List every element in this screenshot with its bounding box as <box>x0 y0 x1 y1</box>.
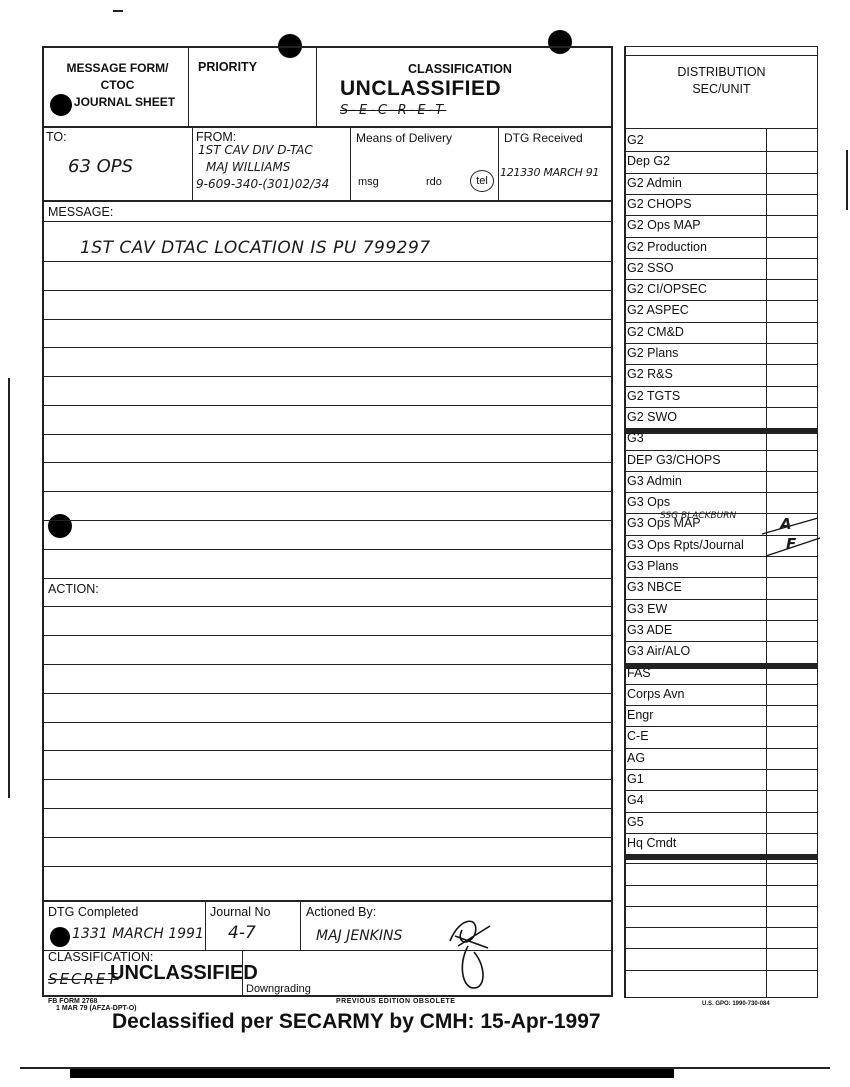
distribution-item: G3 Ops Rpts/Journal <box>627 537 744 552</box>
distribution-rule <box>624 906 818 907</box>
distribution-item: G2 TGTS <box>627 388 681 403</box>
distribution-rule <box>624 812 818 813</box>
ruled-line <box>44 290 611 291</box>
distribution-item: G2 SSO <box>627 260 674 275</box>
footer-classification-label: CLASSIFICATION: <box>48 950 154 964</box>
distribution-subtitle: SEC/UNIT <box>692 82 751 96</box>
distribution-item: G2 SWO <box>627 409 678 424</box>
distribution-item: G2 CI/OPSEC <box>627 282 707 297</box>
ruled-line <box>44 866 611 867</box>
distribution-item: G2 CM&D <box>627 324 684 339</box>
distribution-rule <box>624 258 818 259</box>
distribution-strokes <box>758 512 822 562</box>
priority-label: PRIORITY <box>198 60 258 74</box>
distribution-rule <box>624 151 818 152</box>
distribution-rule <box>624 386 818 387</box>
distribution-mark: F <box>786 535 797 553</box>
punch-hole <box>50 927 70 947</box>
distribution-rule <box>624 705 818 706</box>
distribution-rule <box>624 684 818 685</box>
form-date: 1 MAR 79 (AFZA-DPT-O) <box>56 1005 137 1012</box>
gpo-imprint: U.S. GPO: 1990-730-084 <box>702 1001 770 1007</box>
distribution-item: G2 CHOPS <box>627 196 692 211</box>
distribution-rule <box>624 641 818 642</box>
ruled-line <box>44 779 611 780</box>
ruled-line <box>44 319 611 320</box>
scan-mark <box>8 378 10 798</box>
ruled-line <box>44 664 611 665</box>
distribution-rule <box>624 322 818 323</box>
punch-hole <box>48 514 72 538</box>
distribution-item: G3 NBCE <box>627 580 682 595</box>
distribution-item: G3 Admin <box>627 473 682 488</box>
distribution-rule <box>624 237 818 238</box>
to-value: 63 OPS <box>68 156 134 177</box>
distribution-item: Engr <box>627 708 654 723</box>
form-number: FB FORM 2768 <box>48 998 98 1005</box>
distribution-rule <box>624 173 818 174</box>
distribution-rule <box>624 471 818 472</box>
distribution-rule <box>624 450 818 451</box>
distribution-item: Hq Cmdt <box>627 835 677 850</box>
distribution-rule <box>624 599 818 600</box>
distribution-item: DEP G3/CHOPS <box>627 452 721 467</box>
ruled-line <box>44 520 611 521</box>
distribution-rule <box>624 748 818 749</box>
distribution-rule <box>624 215 818 216</box>
distribution-handwritten-note: SSG BLACKBURN <box>660 511 737 521</box>
journal-no-label: Journal No <box>210 905 271 919</box>
ruled-line <box>44 837 611 838</box>
footer-classification-struck: SECRET <box>48 970 119 988</box>
distribution-item: G2 R&S <box>627 367 673 382</box>
distribution-item: G1 <box>627 772 644 786</box>
distribution-rule <box>624 279 818 280</box>
distribution-mark: A <box>780 515 792 533</box>
ruled-line <box>44 434 611 435</box>
from-label: FROM: <box>196 130 237 144</box>
ruled-line <box>44 261 611 262</box>
means-option-tel[interactable]: tel <box>476 175 488 187</box>
means-option-msg[interactable]: msg <box>358 176 379 188</box>
distribution-rule <box>624 927 818 928</box>
ruled-line <box>44 376 611 377</box>
actioned-by-value: MAJ JENKINS <box>316 928 403 944</box>
distribution-item: G3 Ops MAP <box>627 516 701 531</box>
declassified-stamp: Declassified per SECARMY by CMH: 15-Apr-1997 <box>112 1010 601 1033</box>
form-title: JOURNAL SHEET <box>73 95 176 109</box>
distribution-rule <box>624 769 818 770</box>
distribution-item: G2 Ops MAP <box>627 218 701 233</box>
form-title: MESSAGE FORM/ <box>66 61 169 75</box>
to-label: TO: <box>46 130 67 144</box>
distribution-rule <box>624 492 818 493</box>
distribution-item: G3 Air/ALO <box>627 644 691 659</box>
distribution-item: G3 EW <box>627 601 668 616</box>
distribution-item: G3 Plans <box>627 559 679 573</box>
distribution-item: G5 <box>627 814 644 829</box>
distribution-rule <box>624 833 818 834</box>
action-label: ACTION: <box>48 582 99 596</box>
ruled-line <box>44 750 611 751</box>
distribution-rule <box>624 300 818 301</box>
distribution-rule <box>624 970 818 971</box>
ruled-line <box>44 549 611 550</box>
ruled-line <box>44 405 611 406</box>
classification-struck: S-E-C-R-E-T <box>340 103 447 118</box>
means-option-rdo[interactable]: rdo <box>426 176 442 188</box>
distribution-rule <box>624 620 818 621</box>
distribution-item: Dep G2 <box>627 154 671 169</box>
footer-classification-value: UNCLASSIFIED <box>110 962 258 984</box>
distribution-rule <box>624 577 818 578</box>
from-phone: 9-609-340-(301)02/34 <box>196 177 330 191</box>
distribution-rule <box>624 407 818 408</box>
journal-no-value: 4-7 <box>228 923 256 943</box>
distribution-item: G3 ADE <box>627 622 673 637</box>
distribution-rule <box>624 343 818 344</box>
distribution-item: AG <box>627 750 646 765</box>
distribution-item: G2 ASPEC <box>627 303 689 318</box>
ruled-line <box>44 221 611 222</box>
distribution-item: Corps Avn <box>627 686 685 701</box>
from-officer: MAJ WILLIAMS <box>206 160 291 174</box>
dtg-completed-label: DTG Completed <box>48 905 139 919</box>
ruled-line <box>44 491 611 492</box>
distribution-rule <box>624 863 818 864</box>
ruled-line <box>44 606 611 607</box>
punch-hole <box>548 30 572 54</box>
scan-mark <box>113 10 123 12</box>
form-title: CTOC <box>100 78 135 92</box>
distribution-rule <box>624 948 818 949</box>
distribution-item: G2 <box>627 133 644 147</box>
ruled-line <box>44 722 611 723</box>
downgrading-label: Downgrading <box>246 983 311 995</box>
ruled-line <box>44 347 611 348</box>
ruled-line <box>44 808 611 809</box>
distribution-rule <box>624 428 818 434</box>
distribution-item: G2 Plans <box>627 346 679 360</box>
distribution-item: G2 Admin <box>627 175 682 190</box>
distribution-item: FAS <box>627 665 651 680</box>
message-label: MESSAGE: <box>48 205 114 219</box>
distribution-item: G4 <box>627 793 644 808</box>
ruled-line <box>44 693 611 694</box>
distribution-title: DISTRIBUTION <box>677 65 766 79</box>
distribution-rule <box>624 885 818 886</box>
distribution-rule <box>624 854 818 860</box>
from-unit: 1ST CAV DIV D-TAC <box>198 143 313 157</box>
distribution-item: G2 Production <box>627 239 707 254</box>
previous-edition: PREVIOUS EDITION OBSOLETE <box>336 998 456 1005</box>
scan-mark <box>846 150 848 210</box>
signature <box>440 906 500 996</box>
dtg-received-label: DTG Received <box>504 131 583 145</box>
ruled-line <box>44 635 611 636</box>
actioned-by-label: Actioned By: <box>306 905 377 919</box>
distribution-rule <box>624 790 818 791</box>
scan-bar <box>70 1069 674 1078</box>
classification-value: UNCLASSIFIED <box>340 77 502 100</box>
ruled-line <box>44 578 611 579</box>
classification-label: CLASSIFICATION <box>408 62 512 76</box>
distribution-item: G3 <box>627 431 644 446</box>
distribution-item: G3 Ops <box>627 495 671 510</box>
dtg-completed-value: 1331 MARCH 1991 <box>72 926 204 942</box>
dtg-received-value: 121330 MARCH 91 <box>500 166 600 179</box>
distribution-item: C-E <box>627 729 649 744</box>
distribution-rule <box>624 663 818 669</box>
ruled-line <box>44 462 611 463</box>
means-of-delivery-label: Means of Delivery <box>356 131 453 145</box>
distribution-rule <box>624 726 818 727</box>
distribution-rule <box>624 364 818 365</box>
message-text: 1ST CAV DTAC LOCATION IS PU 799297 <box>80 238 431 258</box>
distribution-rule <box>624 194 818 195</box>
